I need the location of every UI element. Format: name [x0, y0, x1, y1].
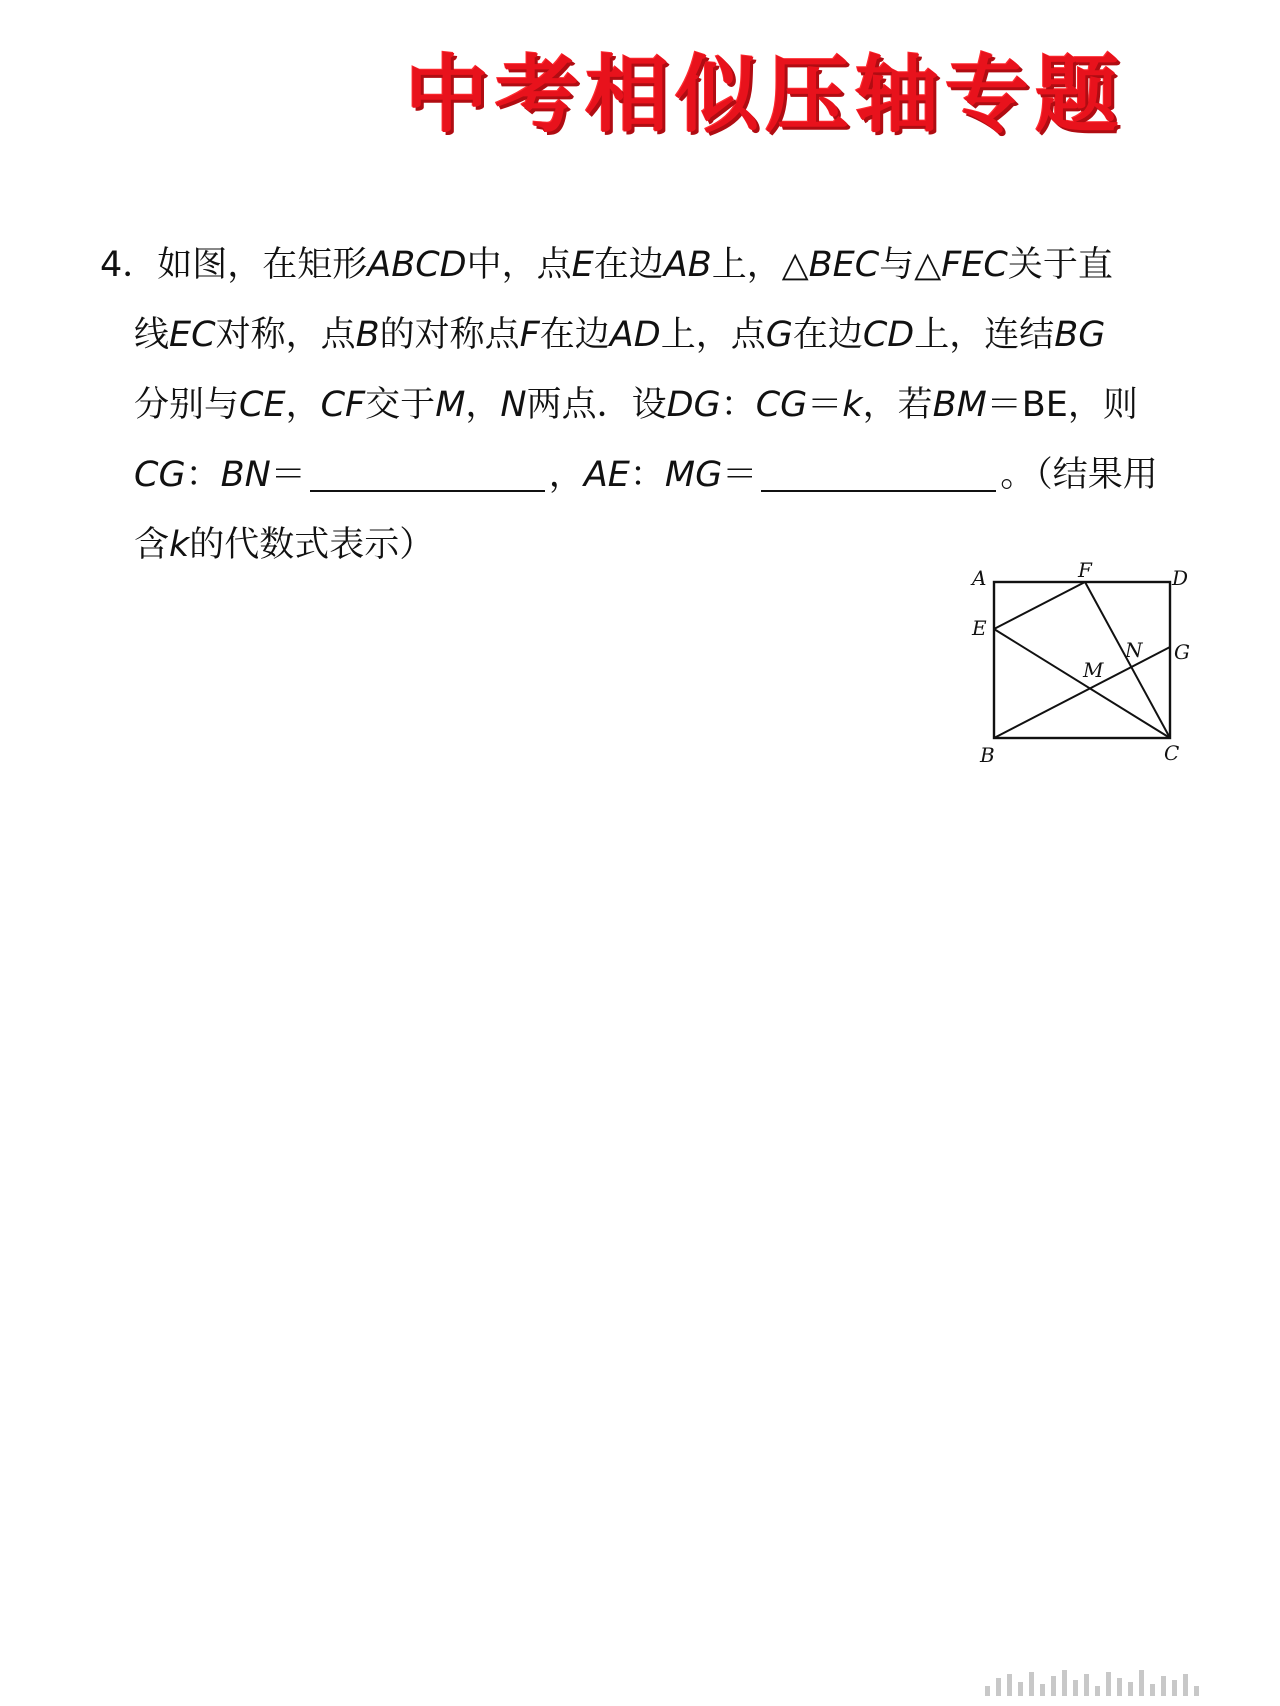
answer-blank-1[interactable] — [310, 440, 545, 492]
text-run: 。（结果用 — [1000, 455, 1158, 495]
label-g: G — [1174, 640, 1190, 664]
math-var: G — [765, 315, 793, 355]
label-f: F — [1078, 558, 1092, 582]
segment-ef — [994, 582, 1085, 629]
problem-line-2 — [100, 300, 1190, 370]
text-run: 对称，点 — [215, 315, 356, 355]
text-run: 含 — [134, 525, 170, 565]
math-var: FEC — [941, 245, 1008, 285]
text-run: 上，点 — [660, 315, 766, 355]
label-b: B — [980, 743, 995, 765]
math-var: DG — [666, 385, 721, 425]
math-var: CD — [862, 315, 915, 355]
math-var: k — [169, 525, 190, 565]
label-e: E — [972, 616, 987, 640]
math-var: F — [519, 315, 540, 355]
text-run: 中，点 — [466, 245, 572, 285]
text-run: 上，△ — [711, 245, 809, 285]
label-c: C — [1164, 741, 1180, 765]
geometry-diagram — [950, 555, 1190, 765]
math-var: CF — [320, 385, 366, 425]
text-run: 线 — [134, 315, 170, 355]
problem-line-3 — [100, 370, 1190, 440]
math-var: EC — [169, 315, 216, 355]
math-var: AB — [663, 245, 712, 285]
text-run: 两点．设 — [526, 385, 667, 425]
math-var: M — [435, 385, 466, 425]
math-var: AD — [609, 315, 661, 355]
segment-ec — [994, 629, 1170, 738]
text-run: ，若 — [862, 385, 933, 425]
text-run: 的代数式表示） — [189, 525, 435, 565]
text-run: ： — [720, 385, 756, 425]
problem-line-4 — [100, 440, 1190, 510]
text-run: 的对称点 — [379, 315, 520, 355]
text-run: ＝BE，则 — [986, 385, 1138, 425]
math-var: AE — [583, 455, 630, 495]
text-run: 分别与 — [134, 385, 240, 425]
label-d: D — [1172, 566, 1189, 590]
math-var: N — [500, 385, 527, 425]
text-run: 4．如图，在矩形 — [100, 245, 368, 285]
text-run: ＝ — [807, 385, 843, 425]
watermark-bars — [985, 1668, 1255, 1696]
answer-blank-2[interactable] — [761, 440, 996, 492]
math-var: CE — [239, 385, 286, 425]
text-run: 上，连结 — [914, 315, 1055, 355]
math-var: k — [842, 385, 863, 425]
math-var: BG — [1054, 315, 1106, 355]
problem-text — [100, 230, 1190, 580]
math-var: BM — [932, 385, 987, 425]
page-title: 中考相似压轴专题 — [405, 45, 1126, 144]
math-var: CG — [134, 455, 186, 495]
problem-line-1 — [100, 230, 1190, 300]
text-run: 在边 — [792, 315, 863, 355]
text-run: ： — [629, 455, 665, 495]
segment-bg — [994, 647, 1170, 738]
text-run: 关于直 — [1007, 245, 1113, 285]
text-run: ： — [185, 455, 221, 495]
label-n: N — [1125, 638, 1143, 662]
text-run: 在边 — [593, 245, 664, 285]
text-run: 与△ — [879, 245, 942, 285]
text-run: 在边 — [539, 315, 610, 355]
text-run: ， — [285, 385, 321, 425]
text-run: ＝ — [722, 455, 758, 495]
text-run: 交于 — [365, 385, 436, 425]
label-a: A — [972, 566, 987, 590]
text-run: ， — [548, 455, 584, 495]
math-var: CG — [755, 385, 808, 425]
math-var: B — [355, 315, 380, 355]
math-var: E — [571, 245, 594, 285]
math-var: ABCD — [367, 245, 467, 285]
text-run: ＝ — [270, 455, 306, 495]
math-var: MG — [664, 455, 723, 495]
label-m: M — [1083, 658, 1104, 682]
math-var: BEC — [808, 245, 880, 285]
text-run: ， — [465, 385, 501, 425]
math-var: BN — [220, 455, 271, 495]
